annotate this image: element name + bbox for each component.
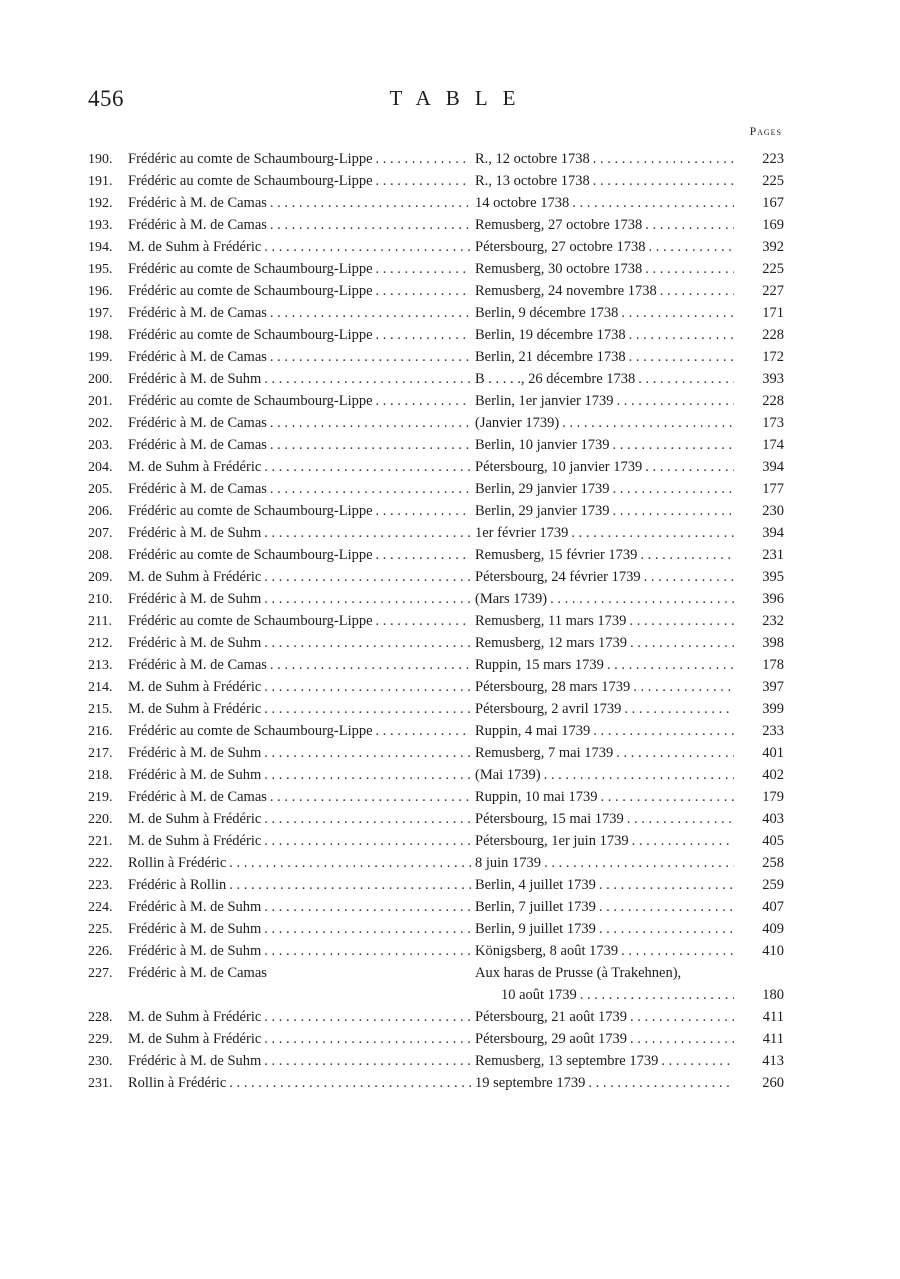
toc-entry	[88, 302, 784, 324]
entry-page: 259	[762, 877, 784, 893]
entry-page: 395	[762, 569, 784, 585]
toc-entry	[88, 368, 784, 390]
toc-entry	[88, 676, 784, 698]
entry-correspondents: Frédéric à M. de Camas	[128, 415, 267, 431]
dot-leader	[645, 258, 734, 280]
dot-leader	[376, 544, 471, 566]
dot-leader	[617, 390, 734, 412]
entry-correspondents: Frédéric au comte de Schaumbourg-Lippe	[128, 327, 373, 343]
dot-leader	[264, 742, 471, 764]
entry-page: 401	[762, 745, 784, 761]
entry-page: 232	[762, 613, 784, 629]
entry-correspondents: Frédéric à M. de Camas	[128, 657, 267, 673]
entry-page: 392	[762, 239, 784, 255]
entry-correspondents: M. de Suhm à Frédéric	[128, 811, 262, 827]
entry-correspondents: Frédéric à M. de Suhm	[128, 745, 262, 761]
dot-leader	[599, 918, 734, 940]
dot-leader	[270, 192, 471, 214]
toc-entry	[88, 258, 784, 280]
entry-number: 216.	[88, 724, 113, 739]
dot-leader	[593, 170, 734, 192]
entry-number: 221.	[88, 834, 113, 849]
entry-page: 407	[762, 899, 784, 915]
dot-leader	[630, 1006, 734, 1028]
entry-page: 228	[762, 393, 784, 409]
entry-number: 215.	[88, 702, 113, 717]
dot-leader	[264, 698, 471, 720]
entry-correspondents: M. de Suhm à Frédéric	[128, 459, 262, 475]
entry-page: 231	[762, 547, 784, 563]
entry-place-date: Berlin, 19 décembre 1738	[475, 327, 626, 343]
entry-correspondents: Frédéric au comte de Schaumbourg-Lippe	[128, 151, 373, 167]
entry-number: 225.	[88, 922, 113, 937]
dot-leader	[607, 654, 734, 676]
entry-place-date: Pétersbourg, 28 mars 1739	[475, 679, 631, 695]
entry-correspondents: Frédéric à M. de Camas	[128, 789, 267, 805]
dot-leader	[544, 852, 734, 874]
entry-page: 173	[762, 415, 784, 431]
entry-correspondents: M. de Suhm à Frédéric	[128, 569, 262, 585]
entry-place-date: Pétersbourg, 1er juin 1739	[475, 833, 629, 849]
entry-number: 223.	[88, 878, 113, 893]
entry-number: 208.	[88, 548, 113, 563]
entry-number: 214.	[88, 680, 113, 695]
entry-page: 402	[762, 767, 784, 783]
dot-leader	[599, 874, 734, 896]
entry-place-date: 1er février 1739	[475, 525, 569, 541]
dot-leader	[645, 456, 734, 478]
entry-place-date: Berlin, 1er janvier 1739	[475, 393, 614, 409]
toc-entry	[88, 170, 784, 192]
entry-page: 258	[762, 855, 784, 871]
entry-correspondents: M. de Suhm à Frédéric	[128, 701, 262, 717]
dot-leader	[376, 720, 471, 742]
dot-leader	[264, 1028, 471, 1050]
toc-entry	[88, 1028, 784, 1050]
entry-page: 167	[762, 195, 784, 211]
entry-number: 231.	[88, 1076, 113, 1091]
entry-correspondents: Frédéric à M. de Suhm	[128, 921, 262, 937]
dot-leader	[621, 302, 734, 324]
entry-place-date: Ruppin, 10 mai 1739	[475, 789, 598, 805]
entry-number: 213.	[88, 658, 113, 673]
dot-leader	[613, 500, 734, 522]
entry-place-date: Berlin, 21 décembre 1738	[475, 349, 626, 365]
dot-leader	[562, 412, 734, 434]
entry-place-date: Berlin, 9 juillet 1739	[475, 921, 596, 937]
dot-leader	[571, 522, 734, 544]
entry-page: 225	[762, 261, 784, 277]
dot-leader	[645, 214, 734, 236]
entry-place-date: Remusberg, 30 octobre 1738	[475, 261, 643, 277]
entry-place-date: Aux haras de Prusse (à Trakehnen),	[475, 965, 682, 981]
dot-leader	[270, 302, 471, 324]
entry-number: 191.	[88, 174, 113, 189]
dot-leader	[270, 654, 471, 676]
entry-number: 192.	[88, 196, 113, 211]
toc-entry	[88, 1050, 784, 1072]
entry-correspondents: Frédéric au comte de Schaumbourg-Lippe	[128, 173, 373, 189]
toc-entry	[88, 566, 784, 588]
toc-entry	[88, 698, 784, 720]
entry-correspondents: Frédéric au comte de Schaumbourg-Lippe	[128, 547, 373, 563]
dot-leader	[264, 522, 471, 544]
dot-leader	[264, 676, 471, 698]
entry-correspondents: Rollin à Frédéric	[128, 1075, 227, 1091]
dot-leader	[229, 852, 471, 874]
entry-place-date: Pétersbourg, 27 octobre 1738	[475, 239, 646, 255]
toc-entry	[88, 324, 784, 346]
entry-place-date: Pétersbourg, 29 août 1739	[475, 1031, 627, 1047]
dot-leader	[633, 676, 734, 698]
toc-entry	[88, 764, 784, 786]
dot-leader	[229, 1072, 471, 1094]
entry-correspondents: Frédéric au comte de Schaumbourg-Lippe	[128, 283, 373, 299]
entry-number: 230.	[88, 1054, 113, 1069]
entry-correspondents: M. de Suhm à Frédéric	[128, 833, 262, 849]
entry-place-date: Berlin, 4 juillet 1739	[475, 877, 596, 893]
toc-entry	[88, 984, 784, 1006]
entry-correspondents: Rollin à Frédéric	[128, 855, 227, 871]
dot-leader	[550, 588, 734, 610]
entry-page: 409	[762, 921, 784, 937]
dot-leader	[544, 764, 734, 786]
dot-leader	[264, 830, 471, 852]
entry-correspondents: M. de Suhm à Frédéric	[128, 1031, 262, 1047]
entry-place-date: Ruppin, 4 mai 1739	[475, 723, 591, 739]
entry-correspondents: Frédéric à M. de Suhm	[128, 635, 262, 651]
entry-number: 201.	[88, 394, 113, 409]
dot-leader	[264, 1050, 471, 1072]
entry-place-date: R., 13 octobre 1738	[475, 173, 590, 189]
entry-place-date: Remusberg, 15 février 1739	[475, 547, 638, 563]
toc-entry	[88, 742, 784, 764]
entry-page: 227	[762, 283, 784, 299]
dot-leader	[621, 940, 734, 962]
dot-leader	[264, 918, 471, 940]
entry-page: 405	[762, 833, 784, 849]
entry-number: 194.	[88, 240, 113, 255]
entry-page: 398	[762, 635, 784, 651]
toc-entry	[88, 192, 784, 214]
entry-place-date: Ruppin, 15 mars 1739	[475, 657, 604, 673]
toc-entry	[88, 610, 784, 632]
entry-page: 172	[762, 349, 784, 365]
entry-correspondents: Frédéric à M. de Camas	[128, 481, 267, 497]
entry-place-date: R., 12 octobre 1738	[475, 151, 590, 167]
entry-number: 197.	[88, 306, 113, 321]
dot-leader	[613, 434, 734, 456]
table-of-contents	[88, 148, 784, 1094]
entry-number: 219.	[88, 790, 113, 805]
toc-entry	[88, 654, 784, 676]
dot-leader	[264, 368, 471, 390]
entry-place-date: B . . . . ., 26 décembre 1738	[475, 371, 636, 387]
page-title: TABLE	[389, 86, 531, 110]
entry-place-date: Berlin, 10 janvier 1739	[475, 437, 610, 453]
dot-leader	[264, 566, 471, 588]
toc-entry	[88, 478, 784, 500]
entry-correspondents: Frédéric à M. de Camas	[128, 305, 267, 321]
entry-number: 226.	[88, 944, 113, 959]
entry-number: 228.	[88, 1010, 113, 1025]
entry-correspondents: Frédéric à M. de Suhm	[128, 943, 262, 959]
dot-leader	[624, 698, 734, 720]
toc-entry	[88, 808, 784, 830]
entry-number: 204.	[88, 460, 113, 475]
entry-page: 179	[762, 789, 784, 805]
dot-leader	[630, 632, 734, 654]
toc-entry	[88, 830, 784, 852]
dot-leader	[660, 280, 734, 302]
dot-leader	[229, 874, 471, 896]
entry-number: 209.	[88, 570, 113, 585]
entry-number: 199.	[88, 350, 113, 365]
toc-entry	[88, 896, 784, 918]
toc-entry	[88, 632, 784, 654]
entry-number: 205.	[88, 482, 113, 497]
entry-place-date: Berlin, 7 juillet 1739	[475, 899, 596, 915]
entry-page: 394	[762, 459, 784, 475]
entry-number: 222.	[88, 856, 113, 871]
entry-page: 177	[762, 481, 784, 497]
toc-entry	[88, 346, 784, 368]
entry-number: 212.	[88, 636, 113, 651]
entry-place-date: Remusberg, 12 mars 1739	[475, 635, 627, 651]
toc-entry	[88, 544, 784, 566]
pages-column-label: Pages	[749, 126, 782, 138]
entry-place-date: 19 septembre 1739	[475, 1075, 586, 1091]
dot-leader	[630, 1028, 734, 1050]
toc-entry	[88, 588, 784, 610]
dot-leader	[264, 1006, 471, 1028]
toc-entry	[88, 874, 784, 896]
entry-page: 260	[762, 1075, 784, 1091]
toc-entry	[88, 962, 784, 984]
entry-page: 394	[762, 525, 784, 541]
entry-place-date: 14 octobre 1738	[475, 195, 570, 211]
toc-entry	[88, 918, 784, 940]
dot-leader	[270, 434, 471, 456]
toc-entry	[88, 1072, 784, 1094]
toc-entry	[88, 236, 784, 258]
dot-leader	[661, 1050, 734, 1072]
entry-page: 411	[762, 1009, 784, 1025]
dot-leader	[632, 830, 734, 852]
entry-number: 217.	[88, 746, 113, 761]
entry-page: 180	[762, 987, 784, 1003]
dot-leader	[376, 170, 471, 192]
entry-place-date: (Janvier 1739)	[475, 415, 560, 431]
toc-entry	[88, 720, 784, 742]
entry-page: 225	[762, 173, 784, 189]
page-number: 456	[88, 86, 124, 111]
entry-place-date: Berlin, 9 décembre 1738	[475, 305, 619, 321]
dot-leader	[600, 786, 734, 808]
toc-entry	[88, 214, 784, 236]
toc-entry	[88, 522, 784, 544]
toc-entry	[88, 1006, 784, 1028]
entry-number: 195.	[88, 262, 113, 277]
dot-leader	[580, 984, 734, 1006]
entry-page: 233	[762, 723, 784, 739]
entry-correspondents: M. de Suhm à Frédéric	[128, 1009, 262, 1025]
entry-place-date: 10 août 1739	[501, 987, 577, 1003]
entry-page: 171	[762, 305, 784, 321]
entry-number: 224.	[88, 900, 113, 915]
dot-leader	[264, 456, 471, 478]
entry-page: 397	[762, 679, 784, 695]
dot-leader	[264, 940, 471, 962]
entry-number: 220.	[88, 812, 113, 827]
entry-correspondents: Frédéric au comte de Schaumbourg-Lippe	[128, 393, 373, 409]
entry-correspondents: Frédéric au comte de Schaumbourg-Lippe	[128, 723, 373, 739]
dot-leader	[264, 896, 471, 918]
entry-correspondents: Frédéric au comte de Schaumbourg-Lippe	[128, 261, 373, 277]
dot-leader	[599, 896, 734, 918]
entry-correspondents: Frédéric au comte de Schaumbourg-Lippe	[128, 503, 373, 519]
dot-leader	[270, 346, 471, 368]
entry-place-date: Pétersbourg, 15 mai 1739	[475, 811, 624, 827]
dot-leader	[376, 148, 471, 170]
entry-page: 230	[762, 503, 784, 519]
entry-place-date: Remusberg, 7 mai 1739	[475, 745, 614, 761]
dot-leader	[376, 280, 471, 302]
dot-leader	[648, 236, 734, 258]
entry-number: 218.	[88, 768, 113, 783]
entry-page: 223	[762, 151, 784, 167]
dot-leader	[264, 808, 471, 830]
entry-page: 174	[762, 437, 784, 453]
entry-correspondents: Frédéric à M. de Camas	[128, 217, 267, 233]
toc-entry	[88, 786, 784, 808]
entry-place-date: Berlin, 29 janvier 1739	[475, 481, 610, 497]
dot-leader	[264, 764, 471, 786]
entry-place-date: Pétersbourg, 24 février 1739	[475, 569, 641, 585]
entry-place-date: (Mai 1739)	[475, 767, 541, 783]
dot-leader	[264, 588, 471, 610]
entry-page: 228	[762, 327, 784, 343]
dot-leader	[588, 1072, 734, 1094]
entry-page: 399	[762, 701, 784, 717]
entry-place-date: Pétersbourg, 2 avril 1739	[475, 701, 622, 717]
toc-entry	[88, 412, 784, 434]
toc-entry	[88, 148, 784, 170]
entry-number: 203.	[88, 438, 113, 453]
entry-correspondents: M. de Suhm à Frédéric	[128, 679, 262, 695]
entry-correspondents: Frédéric à M. de Suhm	[128, 899, 262, 915]
entry-number: 211.	[88, 614, 112, 629]
entry-correspondents: M. de Suhm à Frédéric	[128, 239, 262, 255]
toc-entry	[88, 456, 784, 478]
toc-entry	[88, 390, 784, 412]
entry-correspondents: Frédéric au comte de Schaumbourg-Lippe	[128, 613, 373, 629]
dot-leader	[640, 544, 734, 566]
entry-page: 403	[762, 811, 784, 827]
entry-page: 396	[762, 591, 784, 607]
toc-entry	[88, 434, 784, 456]
dot-leader	[627, 808, 734, 830]
entry-number: 202.	[88, 416, 113, 431]
entry-number: 190.	[88, 152, 113, 167]
entry-correspondents: Frédéric à M. de Suhm	[128, 767, 262, 783]
dot-leader	[644, 566, 734, 588]
entry-correspondents: Frédéric à M. de Camas	[128, 349, 267, 365]
dot-leader	[264, 236, 471, 258]
dot-leader	[270, 786, 471, 808]
toc-entry	[88, 280, 784, 302]
toc-entry	[88, 940, 784, 962]
dot-leader	[613, 478, 734, 500]
entry-page: 410	[762, 943, 784, 959]
entry-page: 178	[762, 657, 784, 673]
entry-page: 169	[762, 217, 784, 233]
entry-correspondents: Frédéric à M. de Suhm	[128, 525, 262, 541]
dot-leader	[616, 742, 734, 764]
dot-leader	[270, 478, 471, 500]
entry-number: 210.	[88, 592, 113, 607]
entry-number: 207.	[88, 526, 113, 541]
entry-correspondents: Frédéric à M. de Camas	[128, 965, 267, 981]
entry-place-date: Remusberg, 27 octobre 1738	[475, 217, 643, 233]
entry-page: 411	[762, 1031, 784, 1047]
entry-place-date: Remusberg, 24 novembre 1738	[475, 283, 657, 299]
dot-leader	[270, 214, 471, 236]
entry-correspondents: Frédéric à Rollin	[128, 877, 227, 893]
entry-number: 193.	[88, 218, 113, 233]
entry-place-date: Remusberg, 11 mars 1739	[475, 613, 627, 629]
entry-number: 200.	[88, 372, 113, 387]
entry-correspondents: Frédéric à M. de Camas	[128, 437, 267, 453]
entry-place-date: Pétersbourg, 10 janvier 1739	[475, 459, 643, 475]
entry-number: 198.	[88, 328, 113, 343]
entry-number: 227.	[88, 966, 113, 981]
entry-place-date: (Mars 1739)	[475, 591, 548, 607]
dot-leader	[376, 390, 471, 412]
toc-entry	[88, 500, 784, 522]
dot-leader	[638, 368, 734, 390]
dot-leader	[572, 192, 734, 214]
dot-leader	[629, 324, 734, 346]
dot-leader	[270, 412, 471, 434]
dot-leader	[376, 500, 471, 522]
toc-entry	[88, 852, 784, 874]
entry-number: 196.	[88, 284, 113, 299]
entry-correspondents: Frédéric à M. de Camas	[128, 195, 267, 211]
entry-place-date: Berlin, 29 janvier 1739	[475, 503, 610, 519]
dot-leader	[376, 610, 471, 632]
entry-place-date: Königsberg, 8 août 1739	[475, 943, 619, 959]
entry-number: 206.	[88, 504, 113, 519]
entry-correspondents: Frédéric à M. de Suhm	[128, 591, 262, 607]
entry-number: 229.	[88, 1032, 113, 1047]
entry-place-date: Remusberg, 13 septembre 1739	[475, 1053, 659, 1069]
dot-leader	[593, 720, 734, 742]
dot-leader	[629, 610, 734, 632]
entry-page: 393	[762, 371, 784, 387]
dot-leader	[629, 346, 734, 368]
dot-leader	[376, 258, 471, 280]
entry-correspondents: Frédéric à M. de Suhm	[128, 371, 262, 387]
entry-correspondents: Frédéric à M. de Suhm	[128, 1053, 262, 1069]
dot-leader	[376, 324, 471, 346]
entry-place-date: Pétersbourg, 21 août 1739	[475, 1009, 627, 1025]
dot-leader	[593, 148, 734, 170]
dot-leader	[264, 632, 471, 654]
entry-place-date: 8 juin 1739	[475, 855, 542, 871]
entry-page: 413	[762, 1053, 784, 1069]
